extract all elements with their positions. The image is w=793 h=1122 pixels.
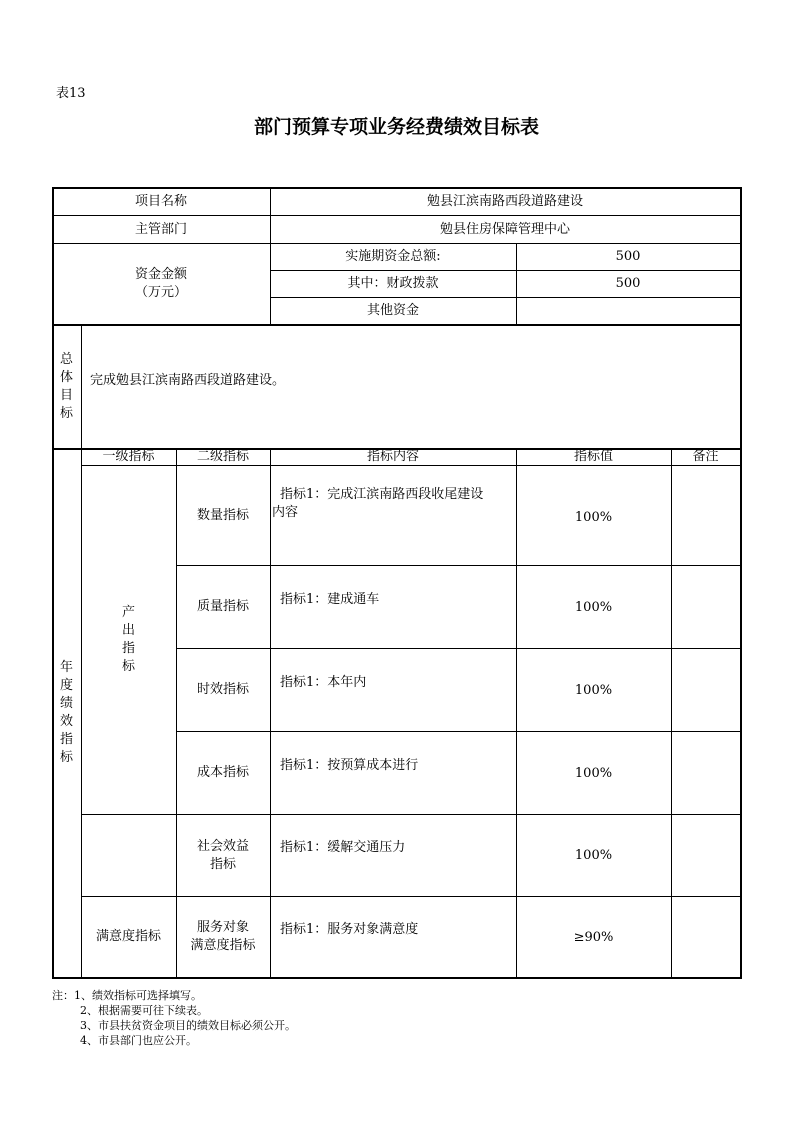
level2-social-benefit — [176, 815, 270, 896]
funds-label — [52, 244, 270, 324]
footnote-2: 2、根据需要可往下续表。 — [80, 1004, 208, 1017]
value-quality: 100% — [574, 600, 613, 615]
content-quantity-line2: 内容 — [272, 505, 299, 520]
footnote-4: 4、市县部门也应公开。 — [80, 1034, 197, 1047]
content-quality: 指标1：建成通车 — [280, 592, 380, 607]
value-social-benefit: 100% — [574, 848, 613, 863]
content-quantity-line1: 指标1：完成江滨南路西段收尾建设 — [280, 487, 484, 502]
output-label-char: 产 — [121, 605, 135, 620]
overall-goal-char: 目 — [59, 388, 73, 403]
value-satisfaction: ≥90% — [573, 930, 614, 945]
content-quantity — [272, 486, 516, 526]
total-funds-value: 500 — [615, 249, 641, 264]
annual-label-char: 标 — [59, 750, 73, 765]
level2-quantity: 数量指标 — [196, 507, 249, 523]
page-title: 部门预算专项业务经费绩效目标表 — [253, 116, 539, 138]
funds-label-line1: 资金金额 — [134, 267, 187, 282]
output-label-char: 指 — [121, 641, 135, 656]
content-cost: 指标1：按预算成本进行 — [280, 758, 419, 773]
annual-label-char: 年 — [59, 660, 73, 675]
level2-satisfaction-line1: 服务对象 — [196, 920, 249, 935]
overall-goal-label — [52, 326, 81, 448]
project-name-label: 项目名称 — [134, 193, 187, 209]
annual-indicators-label — [52, 650, 81, 776]
level2-timeliness: 时效指标 — [196, 682, 249, 697]
level2-satisfaction — [176, 897, 270, 977]
fiscal-funds-value: 500 — [615, 276, 641, 291]
header-content: 指标内容 — [366, 449, 419, 464]
annual-label-char: 效 — [59, 714, 73, 729]
department-label: 主管部门 — [134, 221, 187, 237]
output-label-char: 出 — [121, 623, 135, 638]
header-value: 指标值 — [573, 449, 613, 464]
funds-label-line2: （万元） — [134, 285, 187, 300]
other-funds-value — [516, 298, 740, 324]
level2-satisfaction-line2: 满意度指标 — [190, 938, 256, 953]
value-cost: 100% — [574, 766, 613, 781]
content-satisfaction: 指标1：服务对象满意度 — [280, 922, 419, 937]
project-name-value: 勉县江滨南路西段道路建设 — [426, 193, 583, 209]
level2-cost: 成本指标 — [196, 765, 249, 780]
annual-label-char: 度 — [59, 678, 73, 693]
output-label-char: 标 — [121, 659, 135, 674]
fiscal-funds-label: 其中：财政拨款 — [347, 276, 439, 291]
content-timeliness: 指标1：本年内 — [280, 675, 367, 690]
header-remark: 备注 — [692, 449, 719, 464]
footnotes — [52, 988, 296, 1048]
overall-goal-char: 总 — [59, 352, 73, 367]
output-indicators-label — [81, 600, 176, 680]
overall-goal-char: 体 — [59, 370, 73, 385]
value-timeliness: 100% — [574, 683, 613, 698]
annual-label-char: 绩 — [59, 696, 73, 711]
overall-goal-text: 完成勉县江滨南路西段道路建设。 — [90, 373, 286, 388]
department-value: 勉县住房保障管理中心 — [439, 221, 570, 237]
header-level2: 二级指标 — [196, 449, 249, 464]
level1-satisfaction: 满意度指标 — [95, 929, 161, 944]
header-level1: 一级指标 — [102, 449, 155, 464]
table-number: 表13 — [56, 86, 86, 101]
annual-label-char: 指 — [59, 732, 73, 747]
other-funds-label: 其他资金 — [366, 303, 419, 318]
total-funds-label: 实施期资金总额: — [345, 249, 441, 264]
footnote-3: 3、市县扶贫资金项目的绩效目标必须公开。 — [80, 1019, 296, 1032]
level2-social-line1: 社会效益 — [196, 838, 249, 854]
value-quantity: 100% — [574, 510, 613, 525]
overall-goal-char: 标 — [59, 406, 73, 421]
footnote-1: 注：1、绩效指标可选择填写。 — [52, 989, 202, 1002]
level2-quality: 质量指标 — [196, 599, 249, 614]
content-social-benefit: 指标1：缓解交通压力 — [280, 840, 406, 855]
level2-social-line2: 指标 — [209, 856, 236, 872]
